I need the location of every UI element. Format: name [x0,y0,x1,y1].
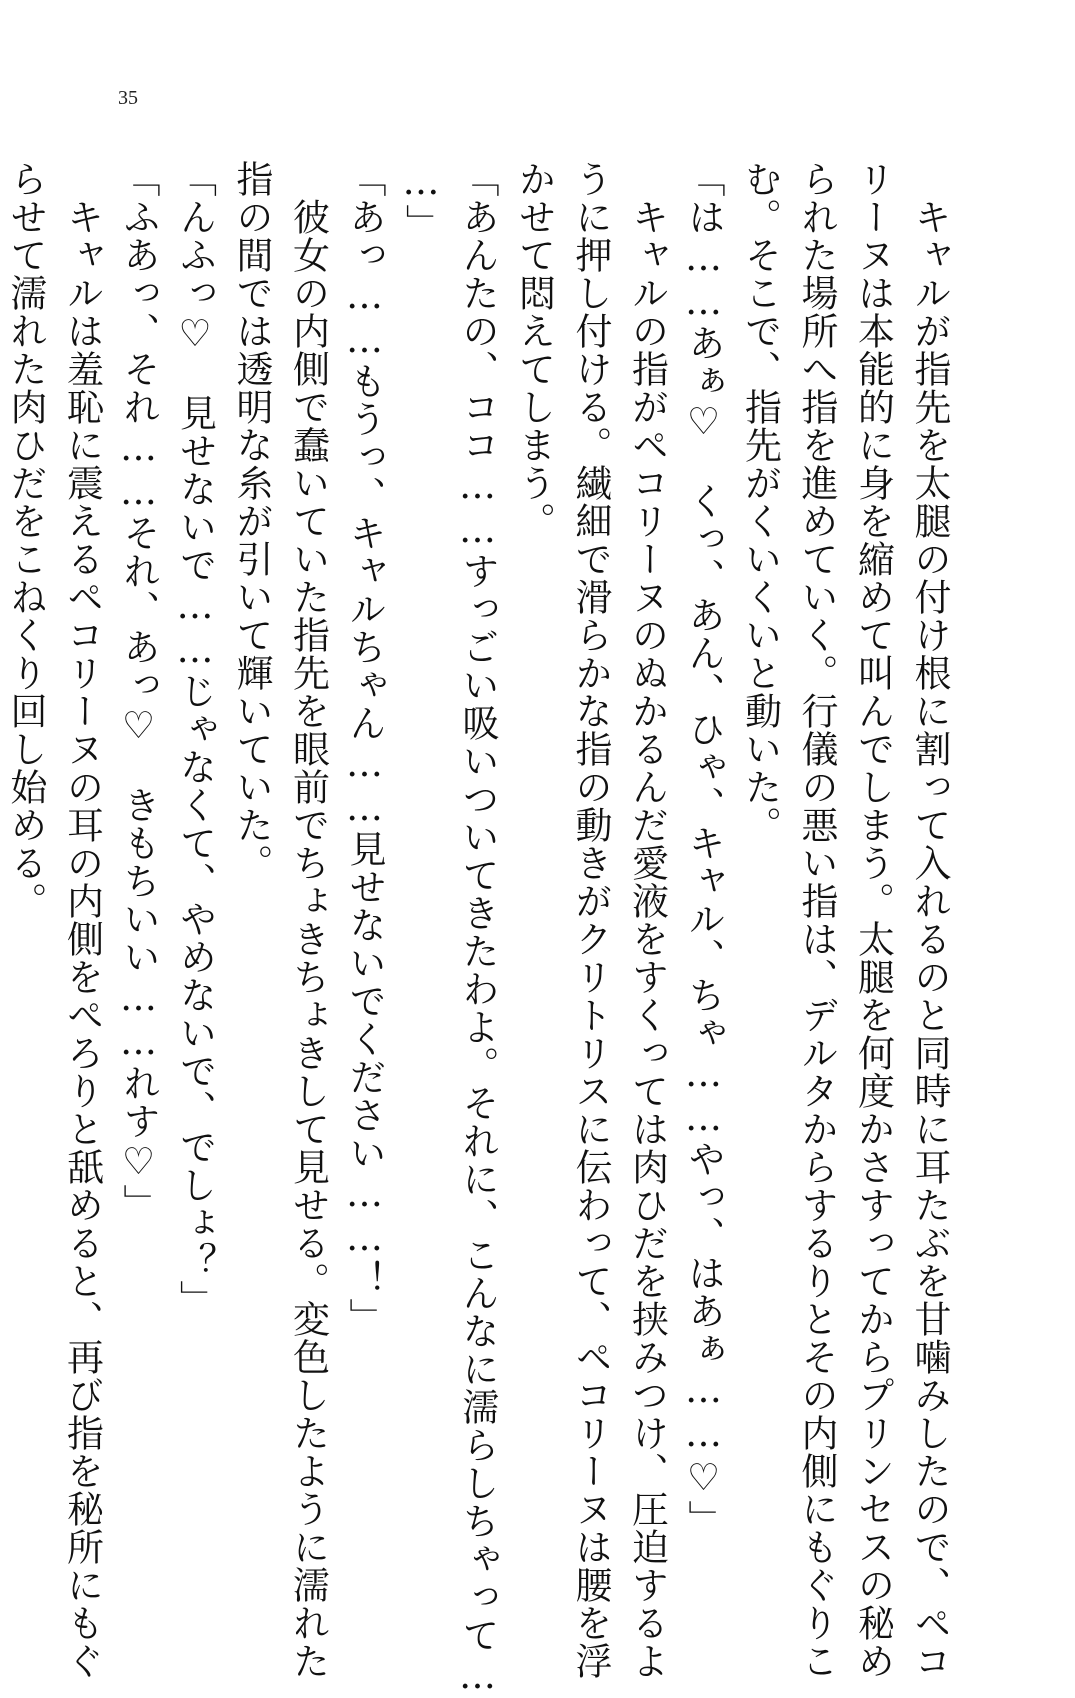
text-line: 「あっ……もうっ、キャルちゃん……見せないでください……！」 [343,160,386,1336]
text-line: キャルの指がペコリーヌのぬかるんだ愛液をすくっては肉ひだを挟みつけ、圧迫するよ [625,160,669,1680]
text-line: …」 [399,160,443,242]
vertical-text-body [0,160,957,1698]
text-line: 「んふっ♡ 見せないで……じゃなくて、やめないで、でしょ？」 [173,160,217,1318]
text-line: キャルは羞恥に震えるペコリーヌの耳の内側をぺろりと舐めると、再び指を秘所にもぐ [60,160,104,1680]
text-line: かせて悶えてしまう。 [512,160,556,540]
text-line: む。そこで、指先がくいくいと動いた。 [738,160,782,844]
text-line: らせて濡れた肉ひだをこねくり回し始める。 [4,160,47,920]
text-line: 指の間では透明な糸が引いて輝いていた。 [230,160,273,882]
text-line: 彼女の内側で蠢いていた指先を眼前でちょきちょきして見せる。変色したように濡れた [286,160,330,1680]
text-line: られた場所へ指を進めていく。行儀の悪い指は、デルタからするりとその内側にもぐりこ [795,160,838,1680]
text-line: 「は……あぁ♡ くっ、あん、ひゃ、キャル、ちゃ……やっ、はあぁ……♡」 [682,160,725,1538]
text-line: 「あんたの、ココ……すっごい吸いついてきたわよ。それに、こんなに濡らしちゃって… [456,160,499,1698]
page-number: 35 [118,87,138,109]
text-line: うに押し付ける。繊細で滑らかな指の動きがクリトリスに伝わって、ペコリーヌは腰を浮 [569,160,612,1680]
text-line: 「ふあっ、それ……それ、あっ♡ きもちいい……れす♡」 [117,160,160,1222]
text-line: キャルが指先を太腿の付け根に割って入れるのと同時に耳たぶを甘噛みしたので、ペコ [908,160,951,1680]
text-line: リーヌは本能的に身を縮めて叫んでしまう。太腿を何度かさすってからプリンセスの秘め [851,160,895,1680]
